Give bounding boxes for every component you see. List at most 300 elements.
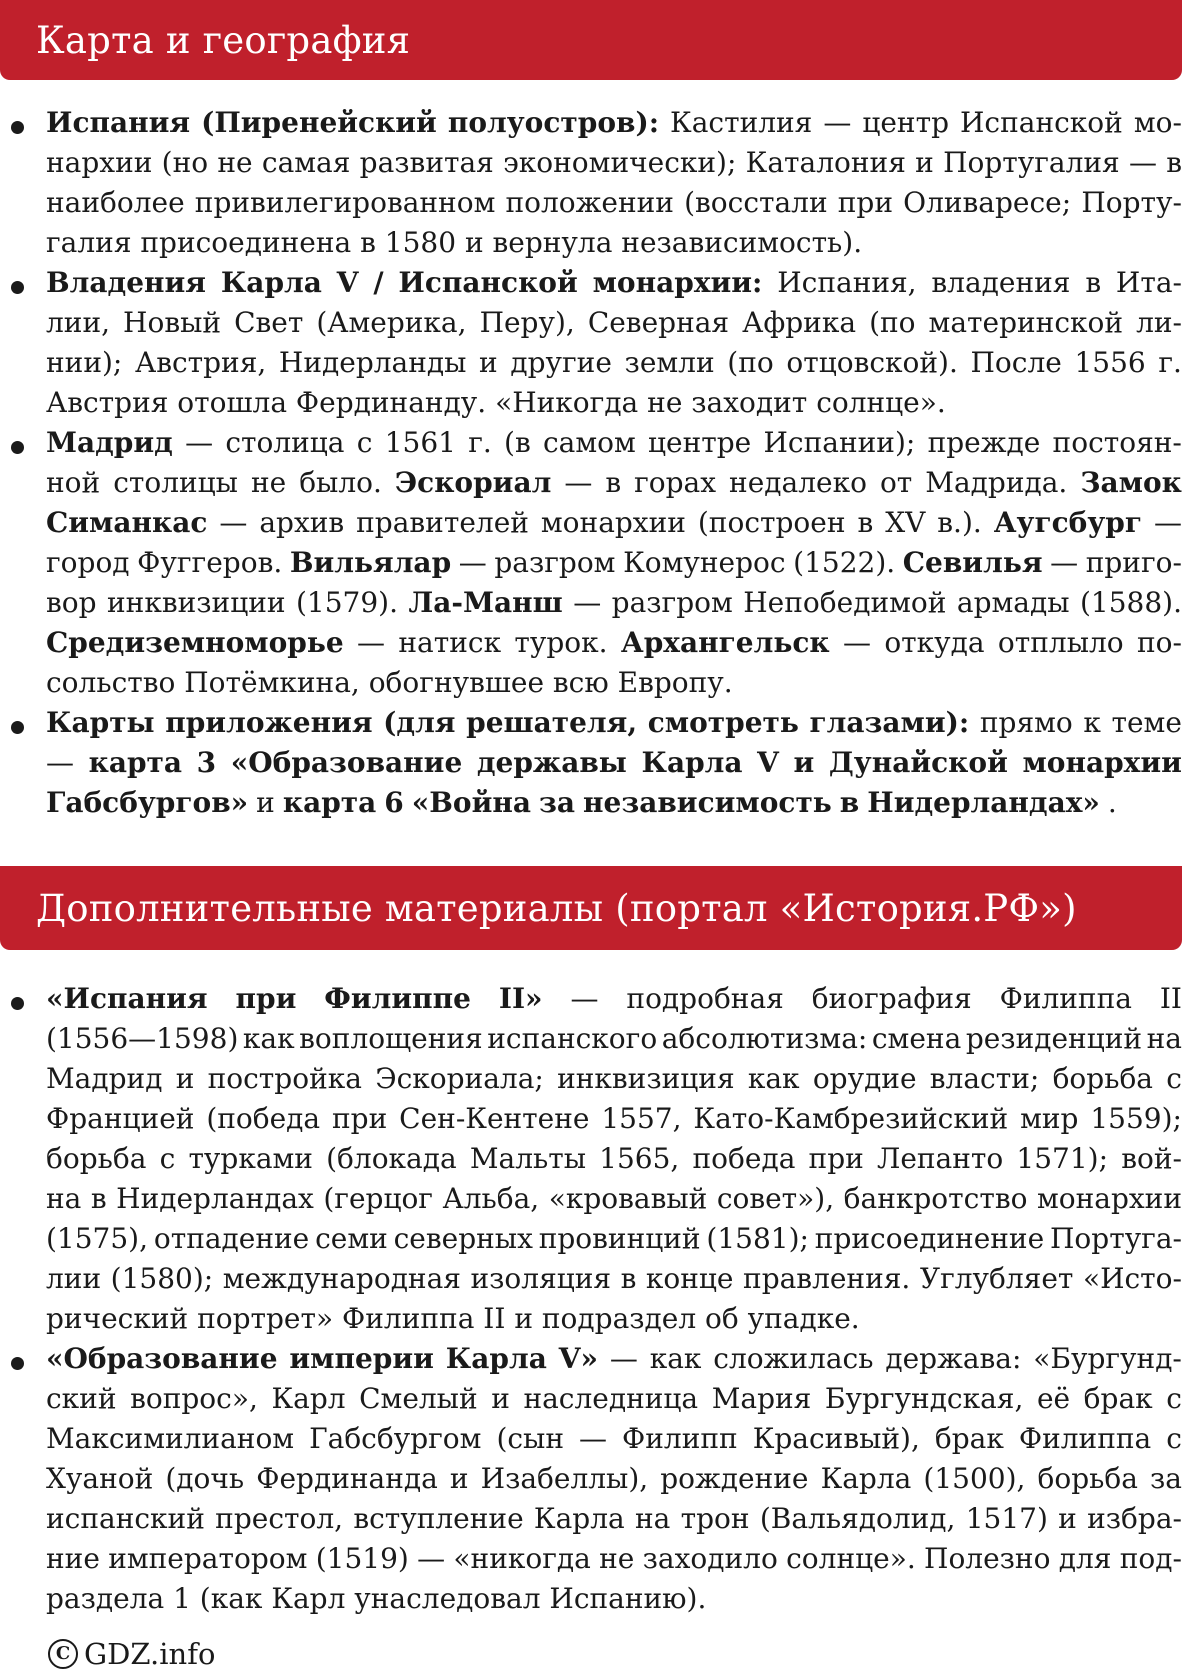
word: владения bbox=[931, 266, 1071, 299]
word: земли bbox=[624, 346, 715, 379]
bold-word: монархии: bbox=[592, 266, 763, 299]
bold-word: Мадрид bbox=[46, 426, 173, 459]
word: отцовской). bbox=[786, 346, 958, 379]
bold-word: и bbox=[793, 746, 815, 779]
word: экономически); bbox=[503, 146, 737, 179]
word: смена bbox=[871, 1022, 962, 1055]
bold-word: империи bbox=[289, 1342, 434, 1375]
word: в.). bbox=[937, 506, 982, 539]
word: её bbox=[1036, 1382, 1071, 1415]
bold-word: «Война bbox=[411, 786, 532, 819]
bullet-icon bbox=[11, 1357, 24, 1370]
word: (но bbox=[161, 146, 209, 179]
text-line bbox=[46, 143, 1182, 183]
word: и bbox=[491, 1382, 510, 1415]
bold-word: «Образование bbox=[46, 1342, 278, 1375]
text-line bbox=[46, 1539, 1182, 1579]
word: международная bbox=[222, 1262, 461, 1295]
word: Австрия, bbox=[134, 346, 267, 379]
text-line bbox=[46, 1059, 1182, 1099]
bold-word: 3 bbox=[196, 746, 217, 779]
word: самом bbox=[542, 426, 636, 459]
word: Францией bbox=[46, 1102, 195, 1135]
word: Филипп bbox=[622, 1422, 738, 1455]
word: раздела 1 (как Карл унаследовал Испанию). bbox=[46, 1582, 707, 1615]
word: провинций bbox=[538, 1222, 701, 1255]
word: Эскориала; bbox=[375, 1062, 544, 1095]
bullet-icon bbox=[11, 121, 24, 134]
word: Порту- bbox=[1081, 186, 1182, 219]
list-item bbox=[0, 979, 1182, 1339]
word: Каталония bbox=[745, 146, 906, 179]
word: держава: bbox=[885, 1342, 1022, 1375]
word: (победа bbox=[206, 1102, 321, 1135]
word: 1556 bbox=[1074, 346, 1146, 379]
text-line bbox=[46, 423, 1182, 463]
word: на bbox=[46, 1182, 82, 1215]
word: разгром bbox=[611, 586, 733, 619]
word: 1557, bbox=[601, 1102, 682, 1135]
text-line bbox=[46, 543, 1182, 583]
word: с bbox=[159, 1142, 176, 1175]
bold-word: Филиппе bbox=[324, 982, 471, 1015]
word: — bbox=[579, 1422, 607, 1455]
word: рический портрет» Филиппа II и подраздел об упадке. bbox=[46, 1302, 860, 1335]
word: от bbox=[879, 466, 913, 499]
word: центре bbox=[648, 426, 752, 459]
word: — bbox=[573, 586, 602, 619]
text-line bbox=[46, 1219, 1182, 1259]
word: рождение bbox=[660, 1462, 809, 1495]
bold-word: Ла-Манш bbox=[408, 586, 563, 619]
word: борьба bbox=[1052, 1062, 1153, 1095]
word: изоляция bbox=[470, 1262, 612, 1295]
bold-word: Вильялар bbox=[289, 546, 452, 579]
word: брак bbox=[1083, 1382, 1153, 1415]
word: — bbox=[842, 626, 871, 659]
list-item bbox=[0, 1339, 1182, 1619]
text-line bbox=[46, 1379, 1182, 1419]
word: — bbox=[1128, 146, 1157, 179]
word: 1559); bbox=[1090, 1102, 1182, 1135]
word: Максимилианом bbox=[46, 1422, 295, 1455]
word: Испании); bbox=[763, 426, 916, 459]
word: Перу), bbox=[479, 306, 575, 339]
word: подробная bbox=[626, 982, 784, 1015]
word: (Вальядолид, bbox=[759, 1502, 956, 1535]
word: (герцог bbox=[323, 1182, 433, 1215]
word: Карл bbox=[271, 1382, 346, 1415]
word: императором bbox=[108, 1542, 308, 1575]
word: приго- bbox=[1085, 546, 1182, 579]
bold-word: карта bbox=[88, 746, 183, 779]
bullet-icon bbox=[11, 441, 24, 454]
word: монархии bbox=[1036, 1182, 1182, 1215]
word: Фердинанда bbox=[256, 1462, 438, 1495]
bold-word: V» bbox=[558, 1342, 598, 1375]
word: Северная bbox=[587, 306, 730, 339]
word: при bbox=[837, 186, 894, 219]
text-line bbox=[46, 1499, 1182, 1539]
word: Испания, bbox=[777, 266, 917, 299]
word: ной bbox=[46, 466, 101, 499]
word: Красивый), bbox=[752, 1422, 920, 1455]
text-line bbox=[46, 383, 1182, 423]
bold-word: приложения bbox=[165, 706, 373, 739]
word: с bbox=[356, 426, 373, 459]
text-line bbox=[46, 1099, 1182, 1139]
word: и bbox=[256, 786, 275, 819]
word: «Исто- bbox=[1082, 1262, 1182, 1295]
word: 1561 bbox=[384, 426, 456, 459]
word: привилегированном bbox=[194, 186, 496, 219]
word: в bbox=[857, 506, 874, 539]
bold-word: Испания bbox=[46, 106, 191, 139]
text-line bbox=[46, 1579, 1182, 1619]
text-line bbox=[46, 1419, 1182, 1459]
word: с bbox=[1166, 1382, 1182, 1415]
bold-word: «Испания bbox=[46, 982, 208, 1015]
word: Мальты bbox=[469, 1142, 587, 1175]
word: теме bbox=[1111, 706, 1182, 739]
word: турок. bbox=[514, 626, 608, 659]
word: г. bbox=[468, 426, 492, 459]
section-title: Карта и география bbox=[36, 18, 411, 62]
word: «никогда bbox=[453, 1542, 591, 1575]
word: (построен bbox=[697, 506, 846, 539]
word: (1588). bbox=[1079, 586, 1182, 619]
word: сольство Потёмкина, обогнувшее всю Европу. bbox=[46, 666, 733, 699]
bold-word: Габсбургов» bbox=[46, 786, 249, 819]
section-heading-map bbox=[0, 0, 1182, 80]
word: — bbox=[1050, 546, 1079, 579]
word: материнской bbox=[928, 306, 1124, 339]
text-line bbox=[46, 1179, 1182, 1219]
word: (по bbox=[869, 306, 916, 339]
word: архив bbox=[259, 506, 345, 539]
word: (1500), bbox=[923, 1462, 1026, 1495]
word: как bbox=[242, 1022, 295, 1055]
footer-copyright bbox=[48, 1634, 215, 1674]
word: вступление bbox=[353, 1502, 524, 1535]
bold-word: Эскориал bbox=[394, 466, 552, 499]
bold-word: V bbox=[757, 746, 779, 779]
word: в bbox=[1085, 266, 1102, 299]
word: Альба, bbox=[442, 1182, 540, 1215]
word: воплощения bbox=[299, 1022, 483, 1055]
word: вопрос», bbox=[130, 1382, 258, 1415]
word: самая bbox=[261, 146, 351, 179]
word: солнце». bbox=[786, 1542, 916, 1575]
word: отпадение bbox=[153, 1222, 310, 1255]
word: Филиппа bbox=[999, 982, 1132, 1015]
word: для bbox=[1058, 1542, 1112, 1575]
word: правителей bbox=[356, 506, 529, 539]
word: (сын bbox=[496, 1422, 564, 1455]
bold-word: Севилья bbox=[902, 546, 1043, 579]
word: при bbox=[808, 1142, 864, 1175]
word: «кровавый bbox=[548, 1182, 708, 1215]
bold-word: полуостров): bbox=[447, 106, 660, 139]
word: Непобедимой bbox=[743, 586, 947, 619]
word: — bbox=[357, 626, 386, 659]
bold-word: Владения bbox=[46, 266, 206, 299]
word: прямо bbox=[979, 706, 1073, 739]
word: орудие bbox=[812, 1062, 917, 1095]
word: в bbox=[620, 1262, 637, 1295]
bold-word: державы bbox=[476, 746, 627, 779]
word: нии); bbox=[46, 346, 123, 379]
word: лии bbox=[46, 1262, 102, 1295]
word: Австрия отошла Фердинанду. «Никогда не заходит солнце». bbox=[46, 386, 946, 419]
bold-word: монархии bbox=[1022, 746, 1182, 779]
word: откуда bbox=[884, 626, 985, 659]
word: ский bbox=[46, 1382, 117, 1415]
word: и bbox=[449, 1462, 469, 1495]
word: (1580); bbox=[110, 1262, 214, 1295]
word: Мадрида. bbox=[925, 466, 1068, 499]
word: Новый bbox=[123, 306, 222, 339]
word: — bbox=[46, 746, 74, 779]
bold-word: Испанской bbox=[398, 266, 578, 299]
word: недалеко bbox=[729, 466, 867, 499]
word: 1517) bbox=[965, 1502, 1048, 1535]
word: (1581); bbox=[706, 1222, 809, 1255]
word: Испанской bbox=[960, 106, 1123, 139]
text-line bbox=[46, 1339, 1182, 1379]
word: (дочь bbox=[165, 1462, 245, 1495]
text-line bbox=[46, 1259, 1182, 1299]
word: XV bbox=[885, 506, 926, 539]
word: конце bbox=[645, 1262, 734, 1295]
word: наследница bbox=[523, 1382, 699, 1415]
text-line bbox=[46, 1459, 1182, 1499]
word: Карла bbox=[820, 1462, 912, 1495]
bold-word: за bbox=[539, 786, 576, 819]
word: галия присоединена в 1580 и вернула независимость). bbox=[46, 226, 863, 259]
bold-word: Карла bbox=[445, 1342, 547, 1375]
bullet-list-materials bbox=[0, 979, 1182, 1619]
bold-word: при bbox=[235, 982, 297, 1015]
text-line bbox=[46, 343, 1182, 383]
word: на bbox=[634, 1502, 671, 1535]
word: под- bbox=[1119, 1542, 1182, 1575]
bold-word: Аугсбург bbox=[993, 506, 1143, 539]
word: Фуггеров. bbox=[137, 546, 283, 579]
word: горах bbox=[634, 466, 717, 499]
word: (1556—1598) bbox=[46, 1022, 239, 1055]
word: Нидерландах bbox=[116, 1182, 314, 1215]
word: Бургундская, bbox=[824, 1382, 1024, 1415]
text-line bbox=[46, 743, 1182, 783]
word: было. bbox=[299, 466, 382, 499]
word: (1522). bbox=[793, 546, 896, 579]
bold-word: смотреть bbox=[647, 706, 799, 739]
bold-word: / bbox=[373, 266, 384, 299]
word: победа bbox=[692, 1142, 796, 1175]
word: заходило bbox=[642, 1542, 778, 1575]
word: избра- bbox=[1087, 1502, 1182, 1535]
text-line bbox=[46, 103, 1182, 143]
word: другие bbox=[510, 346, 612, 379]
word: положении bbox=[505, 186, 674, 219]
word: и bbox=[915, 146, 934, 179]
word: по- bbox=[1137, 626, 1182, 659]
word: Хуаной bbox=[46, 1462, 154, 1495]
word: Оливаресе; bbox=[903, 186, 1072, 219]
word: брак bbox=[934, 1422, 1004, 1455]
text-line bbox=[46, 979, 1182, 1019]
word: северных bbox=[393, 1222, 533, 1255]
text-line bbox=[46, 783, 1182, 823]
text-line bbox=[46, 663, 1182, 703]
text-line bbox=[46, 1299, 1182, 1339]
word: — bbox=[570, 982, 599, 1015]
word: вор bbox=[46, 586, 97, 619]
word: Мадрид bbox=[46, 1062, 163, 1095]
word: инквизиция bbox=[557, 1062, 735, 1095]
word: нархии bbox=[46, 146, 153, 179]
word: наиболее bbox=[46, 186, 185, 219]
bold-word: в bbox=[839, 786, 860, 819]
bold-word: 6 bbox=[384, 786, 404, 819]
bold-word: Архангельск bbox=[620, 626, 830, 659]
text-line bbox=[46, 183, 1182, 223]
bullet-icon bbox=[11, 997, 24, 1010]
word: за bbox=[1150, 1462, 1182, 1495]
text-line bbox=[46, 1139, 1182, 1179]
word: — bbox=[185, 426, 214, 459]
list-item bbox=[0, 103, 1182, 263]
text-line bbox=[46, 503, 1182, 543]
footer-text: GDZ.info bbox=[84, 1637, 216, 1671]
bold-word: Средиземноморье bbox=[46, 626, 344, 659]
word: не bbox=[250, 466, 287, 499]
text-line bbox=[46, 223, 1182, 263]
word: натиск bbox=[398, 626, 502, 659]
word: турками bbox=[188, 1142, 313, 1175]
word: армады bbox=[956, 586, 1070, 619]
word: в bbox=[605, 466, 622, 499]
word: постройка bbox=[207, 1062, 362, 1095]
word: вой- bbox=[1121, 1142, 1182, 1175]
word: испанского bbox=[487, 1022, 658, 1055]
word: Ита- bbox=[1115, 266, 1182, 299]
word: и bbox=[479, 346, 498, 379]
copyright-icon: C bbox=[48, 1639, 78, 1669]
word: — bbox=[458, 546, 487, 579]
text-line bbox=[46, 463, 1182, 503]
word: После bbox=[970, 346, 1062, 379]
bold-word: Карты bbox=[46, 706, 155, 739]
word: Нидерланды bbox=[278, 346, 467, 379]
text-line bbox=[46, 703, 1182, 743]
word: Полезно bbox=[924, 1542, 1051, 1575]
word: Португалия bbox=[943, 146, 1120, 179]
section-title: Дополнительные материалы (портал «История.РФ») bbox=[36, 886, 1077, 930]
word: биография bbox=[811, 982, 972, 1015]
word: (1575), bbox=[46, 1222, 149, 1255]
word: 1565, bbox=[599, 1142, 680, 1175]
word: к bbox=[1083, 706, 1101, 739]
word: в bbox=[1166, 146, 1182, 179]
section-heading-materials bbox=[0, 866, 1182, 950]
word: «Бургунд- bbox=[1033, 1342, 1182, 1375]
text-line bbox=[46, 623, 1182, 663]
text-line bbox=[46, 263, 1182, 303]
word: — bbox=[219, 506, 248, 539]
word: Като-Камбрезийский bbox=[693, 1102, 1009, 1135]
word: не bbox=[217, 146, 253, 179]
word: монархии bbox=[540, 506, 686, 539]
word: Лепанто bbox=[876, 1142, 1004, 1175]
word: Африка bbox=[742, 306, 857, 339]
bold-word: Симанкас bbox=[46, 506, 208, 539]
word: присоединение bbox=[814, 1222, 1045, 1255]
word: прежде bbox=[927, 426, 1041, 459]
word: трон bbox=[680, 1502, 750, 1535]
word: Мария bbox=[711, 1382, 812, 1415]
bold-word: решателя, bbox=[466, 706, 638, 739]
word: семи bbox=[315, 1222, 388, 1255]
word: Сен-Кентене bbox=[399, 1102, 590, 1135]
word: Изабеллы), bbox=[480, 1462, 649, 1495]
word: — bbox=[823, 106, 852, 139]
word: и bbox=[175, 1062, 195, 1095]
word: ли- bbox=[1136, 306, 1182, 339]
word: (1519) bbox=[315, 1542, 409, 1575]
word: Углубляет bbox=[919, 1262, 1074, 1295]
bold-word: карта bbox=[282, 786, 377, 819]
word: абсолютизма: bbox=[661, 1022, 868, 1055]
word: (1579). bbox=[296, 586, 399, 619]
word: разгром bbox=[494, 546, 616, 579]
word: власти; bbox=[929, 1062, 1040, 1095]
word: (блокада bbox=[326, 1142, 457, 1175]
word: отплыло bbox=[997, 626, 1124, 659]
word: как bbox=[649, 1342, 702, 1375]
word: Карла bbox=[533, 1502, 625, 1535]
word: совет»), bbox=[716, 1182, 835, 1215]
word: лии, bbox=[46, 306, 111, 339]
word: Кастилия bbox=[670, 106, 813, 139]
word: (в bbox=[504, 426, 531, 459]
word: мир bbox=[1020, 1102, 1079, 1135]
word: не bbox=[599, 1542, 635, 1575]
word: борьба bbox=[46, 1142, 147, 1175]
word: правления. bbox=[743, 1262, 911, 1295]
word: столица bbox=[225, 426, 345, 459]
word: ние bbox=[46, 1542, 100, 1575]
bold-word: (Пиренейский bbox=[201, 106, 437, 139]
word: — bbox=[609, 1342, 638, 1375]
bold-word: V bbox=[336, 266, 359, 299]
word: в bbox=[90, 1182, 107, 1215]
word: инквизиции bbox=[107, 586, 286, 619]
word: (по bbox=[727, 346, 774, 379]
bullet-list-map bbox=[0, 103, 1182, 823]
word: Смелый bbox=[359, 1382, 478, 1415]
bold-word: Карла bbox=[641, 746, 743, 779]
list-item bbox=[0, 423, 1182, 703]
word: Филиппа bbox=[1018, 1422, 1152, 1455]
word: как bbox=[747, 1062, 800, 1095]
bold-word: Карла bbox=[220, 266, 322, 299]
text-line bbox=[46, 303, 1182, 343]
word: — bbox=[417, 1542, 446, 1575]
word: при bbox=[332, 1102, 388, 1135]
word: и bbox=[1058, 1502, 1077, 1535]
